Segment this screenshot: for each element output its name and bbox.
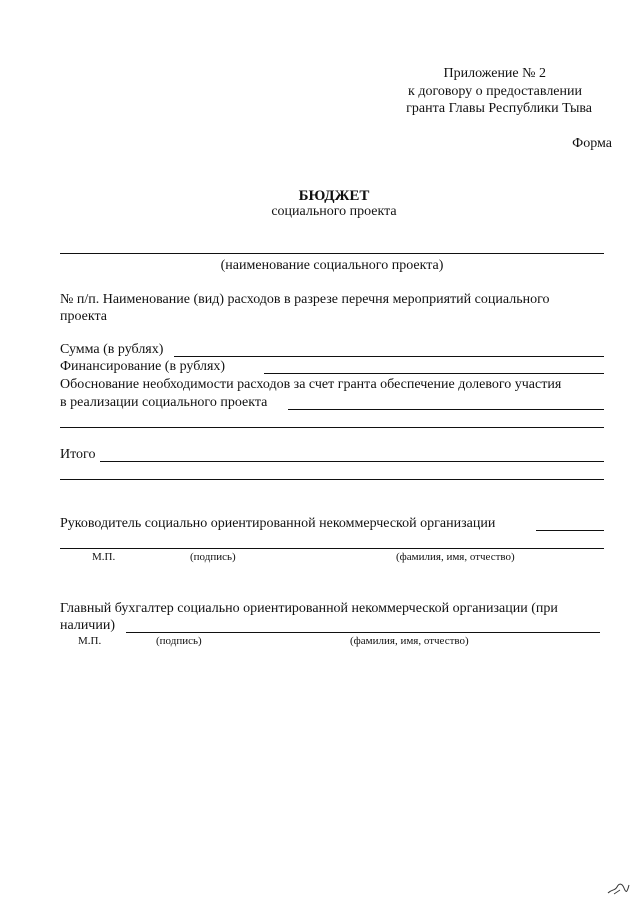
amount-label: Сумма (в рублях)	[60, 342, 164, 357]
project-name-line[interactable]	[60, 253, 604, 254]
total-extra-line[interactable]	[60, 479, 604, 480]
financing-line[interactable]	[264, 373, 604, 374]
contract-reference: к договору о предоставлении	[408, 84, 582, 99]
head-name-line[interactable]	[60, 548, 604, 549]
accountant-stamp-caption: М.П.	[78, 635, 102, 647]
total-label: Итого	[60, 447, 96, 462]
accountant-signature-line[interactable]	[126, 632, 600, 633]
head-stamp-caption: М.П.	[92, 551, 116, 563]
amount-line[interactable]	[174, 356, 604, 357]
accountant-fullname-caption: (фамилия, имя, отчество)	[350, 635, 469, 647]
accountant-signature-caption: (подпись)	[156, 635, 202, 647]
head-fullname-caption: (фамилия, имя, отчество)	[396, 551, 515, 563]
justification-line[interactable]	[288, 409, 604, 410]
form-label: Форма	[572, 136, 612, 151]
project-name-caption: (наименование социального проекта)	[220, 258, 444, 273]
accountant-label-line2: наличии)	[60, 618, 115, 633]
page-subtitle: социального проекта	[271, 204, 397, 219]
expense-heading-line2: проекта	[60, 309, 107, 324]
grant-reference: гранта Главы Республики Тыва	[406, 101, 592, 116]
financing-label: Финансирование (в рублях)	[60, 359, 226, 374]
accountant-label-line1: Главный бухгалтер социально ориентированной некоммерческой организации (при	[60, 601, 558, 616]
handwritten-mark-icon	[606, 879, 630, 897]
justification-label-line1: Обоснование необходимости расходов за счет гранта обеспечение долевого участия	[60, 377, 562, 392]
expense-heading-line1: № п/п. Наименование (вид) расходов в разрезе перечня мероприятий социального	[60, 292, 550, 307]
head-signature-line[interactable]	[536, 530, 604, 531]
head-label: Руководитель социально ориентированной некоммерческой организации	[60, 516, 496, 531]
head-signature-caption: (подпись)	[190, 551, 236, 563]
appendix-number: Приложение № 2	[443, 66, 546, 81]
justification-label-line2: в реализации социального проекта	[60, 395, 268, 410]
justification-extra-line[interactable]	[60, 427, 604, 428]
total-line[interactable]	[100, 461, 604, 462]
page-title: БЮДЖЕТ	[298, 188, 370, 204]
